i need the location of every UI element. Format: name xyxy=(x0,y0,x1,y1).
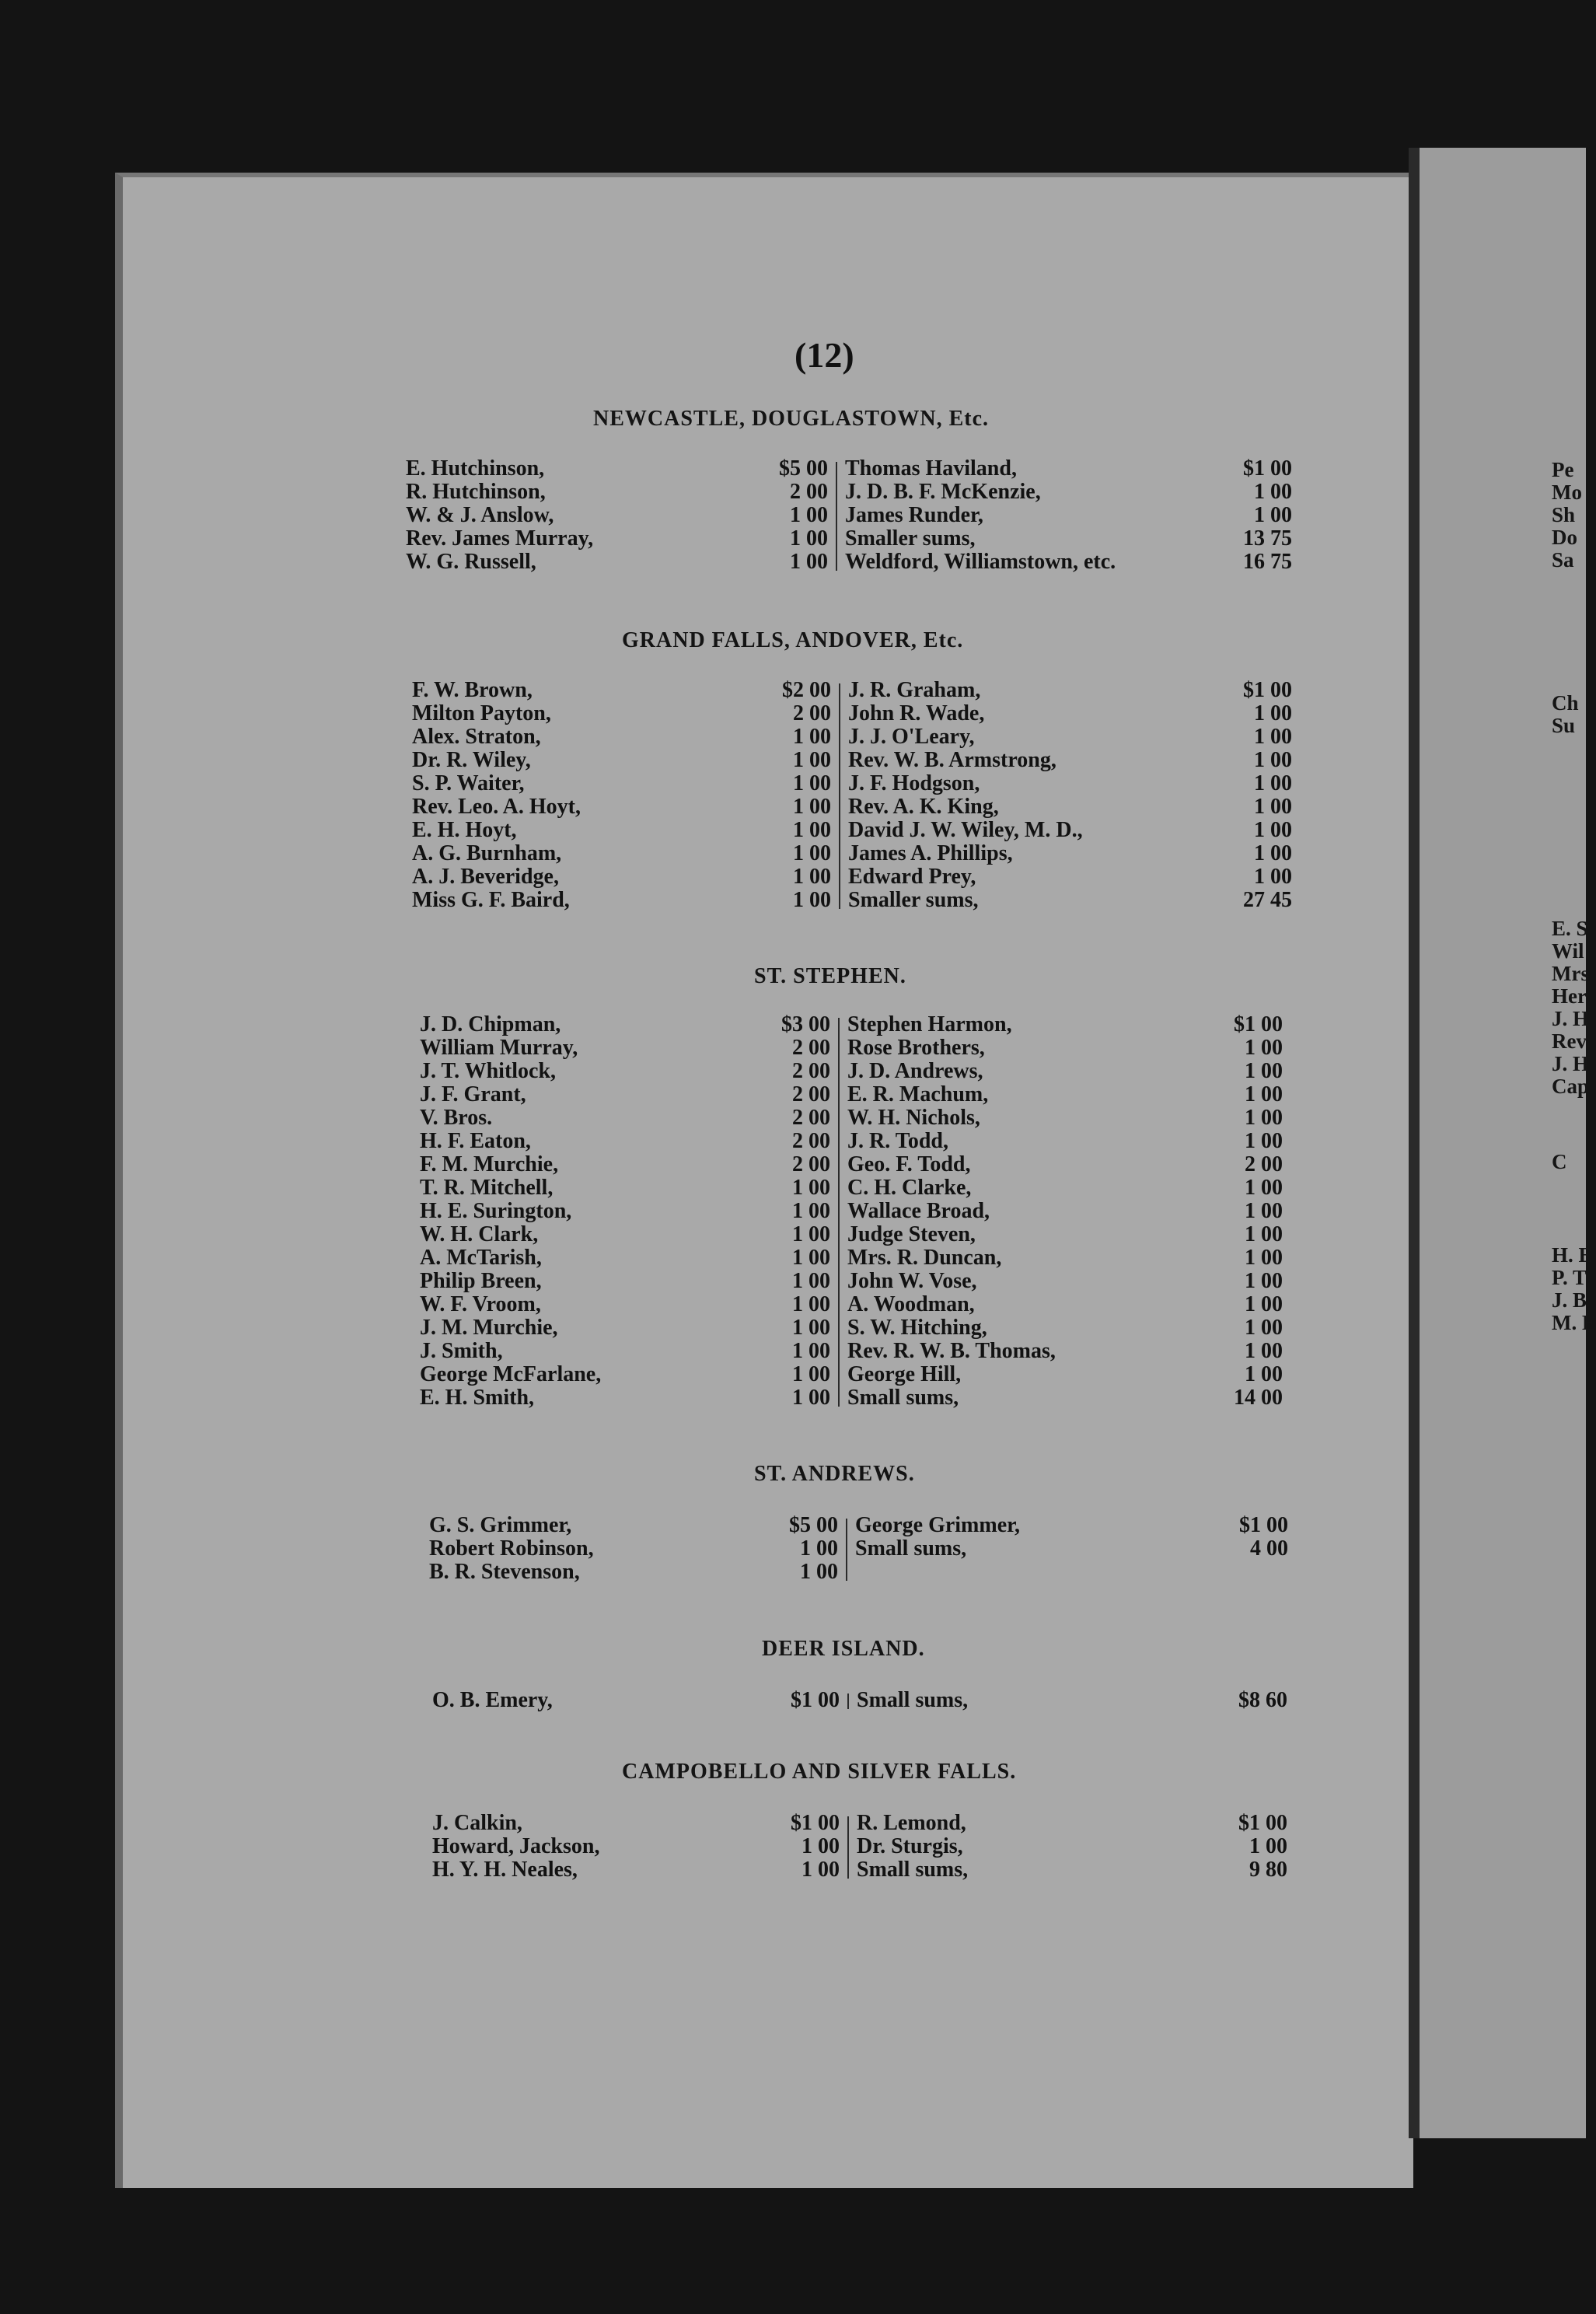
donor-name-left: E. Hutchinson, xyxy=(406,456,545,481)
amount-left: $5 00 xyxy=(779,456,828,481)
donor-name-left: F. M. Murchie, xyxy=(420,1152,559,1176)
right-page-fragment: Rev xyxy=(1552,1029,1587,1053)
ledger-row xyxy=(412,842,1292,865)
ledger-row xyxy=(420,1153,1283,1176)
amount-left: $5 00 xyxy=(789,1513,838,1537)
donor-name-right: Rev. R. W. B. Thomas, xyxy=(847,1339,1056,1363)
section-heading-st-andrews: ST. ANDREWS. xyxy=(754,1462,915,1486)
amount-right: 1 00 xyxy=(1245,1269,1283,1293)
donor-name-left: T. R. Mitchell, xyxy=(420,1176,554,1200)
amount-right: $1 00 xyxy=(1238,1811,1287,1835)
donor-name-right: George Grimmer, xyxy=(855,1513,1020,1537)
donor-name-left: Rev. Leo. A. Hoyt, xyxy=(412,795,581,819)
amount-left: 1 00 xyxy=(793,771,831,795)
right-page-fragment: Ch xyxy=(1552,691,1579,715)
amount-left: 1 00 xyxy=(793,818,831,842)
donor-name-right: R. Lemond, xyxy=(857,1811,966,1835)
amount-left: 1 00 xyxy=(800,1560,838,1584)
column-divider xyxy=(847,1694,849,1709)
ledger-row xyxy=(412,772,1292,795)
donor-name-left: R. Hutchinson, xyxy=(406,480,546,504)
amount-left: 1 00 xyxy=(801,1834,840,1858)
ledger-row xyxy=(420,1223,1283,1246)
right-page-fragment: H. E xyxy=(1552,1243,1593,1267)
ledger-row xyxy=(420,1130,1283,1153)
amount-right: 9 80 xyxy=(1249,1858,1287,1882)
donor-name-left: W. & J. Anslow, xyxy=(406,503,554,527)
amount-left: 1 00 xyxy=(792,1269,830,1293)
donor-name-left: Robert Robinson, xyxy=(429,1536,594,1561)
amount-left: 1 00 xyxy=(790,550,828,574)
right-page-fragment: Sh xyxy=(1552,503,1576,526)
donor-name-right: Judge Steven, xyxy=(847,1222,976,1246)
amount-right: 1 00 xyxy=(1245,1339,1283,1363)
donor-name-left: Howard, Jackson, xyxy=(432,1834,600,1858)
amount-right: 1 00 xyxy=(1254,841,1292,865)
donor-name-left: W. H. Clark, xyxy=(420,1222,539,1246)
right-page-edge xyxy=(1409,148,1596,2138)
amount-right: 1 00 xyxy=(1245,1222,1283,1246)
donor-name-left: Rev. James Murray, xyxy=(406,526,594,551)
amount-left: 1 00 xyxy=(792,1292,830,1316)
right-page-fragment: Cap xyxy=(1552,1075,1590,1098)
donor-name-right: Smaller sums, xyxy=(848,888,979,912)
ledger-row xyxy=(412,865,1292,889)
donor-name-left: J. F. Grant, xyxy=(420,1082,526,1106)
section-rows-deer-island xyxy=(432,1689,1287,1712)
amount-left: 1 00 xyxy=(793,725,831,749)
section-heading-grand-falls: GRAND FALLS, ANDOVER, Etc. xyxy=(622,628,964,652)
amount-left: 2 00 xyxy=(792,1036,830,1060)
amount-left: 1 00 xyxy=(792,1386,830,1410)
donor-name-right: Rev. A. K. King, xyxy=(848,795,999,819)
right-page-fragment: Wil xyxy=(1552,939,1584,963)
donor-name-right: James A. Phillips, xyxy=(848,841,1013,865)
right-page-fragment: Do xyxy=(1552,526,1577,549)
ledger-row xyxy=(412,679,1292,702)
amount-left: 2 00 xyxy=(790,480,828,504)
right-page-fragment: Sa xyxy=(1552,548,1574,572)
amount-left: 2 00 xyxy=(793,701,831,725)
section-heading-deer-island: DEER ISLAND. xyxy=(762,1637,925,1661)
amount-right: 1 00 xyxy=(1245,1246,1283,1270)
donor-name-left: A. McTarish, xyxy=(420,1246,542,1270)
donor-name-right: George Hill, xyxy=(847,1362,962,1386)
donor-name-left: J. T. Whitlock, xyxy=(420,1059,557,1083)
amount-right: $1 00 xyxy=(1234,1012,1283,1036)
donor-name-left: E. H. Hoyt, xyxy=(412,818,517,842)
ledger-row xyxy=(420,1036,1283,1060)
amount-right: 1 00 xyxy=(1245,1106,1283,1130)
amount-right: 1 00 xyxy=(1245,1059,1283,1083)
right-page-fragment: J. H xyxy=(1552,1007,1590,1030)
right-page-fragment: Pe xyxy=(1552,458,1574,481)
right-page-fragment: E. S xyxy=(1552,917,1588,940)
right-page-fragment: Mrs xyxy=(1552,962,1589,985)
amount-left: $1 00 xyxy=(791,1688,840,1712)
column-divider xyxy=(839,683,840,909)
ledger-row xyxy=(420,1246,1283,1270)
ledger-row xyxy=(432,1858,1287,1882)
amount-right: 1 00 xyxy=(1254,480,1292,504)
donor-name-right: W. H. Nichols, xyxy=(847,1106,980,1130)
ledger-row xyxy=(420,1293,1283,1316)
amount-right: 1 00 xyxy=(1254,771,1292,795)
amount-right: 1 00 xyxy=(1245,1176,1283,1200)
amount-left: 1 00 xyxy=(800,1536,838,1561)
page-number: (12) xyxy=(795,335,854,375)
section-rows-grand-falls xyxy=(412,679,1292,912)
donor-name-right: Stephen Harmon, xyxy=(847,1012,1012,1036)
donor-name-left: J. Calkin, xyxy=(432,1811,522,1835)
donor-name-left: Dr. R. Wiley, xyxy=(412,748,531,772)
section-heading-st-stephen: ST. STEPHEN. xyxy=(754,964,906,988)
donor-name-right: Rose Brothers, xyxy=(847,1036,985,1060)
donor-name-right: John W. Vose, xyxy=(847,1269,977,1293)
amount-left: 1 00 xyxy=(790,503,828,527)
amount-right: 1 00 xyxy=(1254,503,1292,527)
donor-name-right: David J. W. Wiley, M. D., xyxy=(848,818,1083,842)
amount-right: 1 00 xyxy=(1245,1362,1283,1386)
ledger-row xyxy=(432,1812,1287,1835)
donor-name-left: A. G. Burnham, xyxy=(412,841,562,865)
right-page-fragment: M. E xyxy=(1552,1311,1596,1334)
donor-name-right: Small sums, xyxy=(857,1688,969,1712)
ledger-row xyxy=(420,1200,1283,1223)
donor-name-left: G. S. Grimmer, xyxy=(429,1513,572,1537)
amount-right: 27 45 xyxy=(1243,888,1292,912)
amount-right: 4 00 xyxy=(1250,1536,1288,1561)
donor-name-right: Rev. W. B. Armstrong, xyxy=(848,748,1056,772)
amount-left: 1 00 xyxy=(792,1176,830,1200)
section-rows-campobello xyxy=(432,1812,1287,1882)
amount-left: 1 00 xyxy=(792,1316,830,1340)
amount-left: 2 00 xyxy=(792,1106,830,1130)
donor-name-left: A. J. Beveridge, xyxy=(412,865,559,889)
ledger-row xyxy=(420,1340,1283,1363)
donor-name-right: A. Woodman, xyxy=(847,1292,975,1316)
donor-name-left: William Murray, xyxy=(420,1036,578,1060)
ledger-row xyxy=(412,702,1292,725)
amount-left: 1 00 xyxy=(792,1246,830,1270)
amount-right: 1 00 xyxy=(1254,725,1292,749)
ledger-row xyxy=(429,1561,1288,1584)
donor-name-left: J. Smith, xyxy=(420,1339,503,1363)
donor-name-right: J. F. Hodgson, xyxy=(848,771,980,795)
donor-name-left: W. F. Vroom, xyxy=(420,1292,541,1316)
ledger-row xyxy=(420,1270,1283,1293)
ledger-row xyxy=(420,1106,1283,1130)
amount-right: 1 00 xyxy=(1254,795,1292,819)
amount-left: 1 00 xyxy=(793,841,831,865)
donor-name-right: J. J. O'Leary, xyxy=(848,725,975,749)
right-page-fragment: J. B xyxy=(1552,1288,1587,1312)
column-divider xyxy=(836,462,837,571)
section-heading-campobello: CAMPOBELLO AND SILVER FALLS. xyxy=(622,1760,1017,1784)
ledger-row xyxy=(406,527,1292,551)
ledger-row xyxy=(420,1386,1283,1410)
ledger-row xyxy=(412,725,1292,749)
donor-name-left: E. H. Smith, xyxy=(420,1386,535,1410)
amount-right: $8 60 xyxy=(1238,1688,1287,1712)
donor-name-left: George McFarlane, xyxy=(420,1362,602,1386)
amount-right: 1 00 xyxy=(1245,1082,1283,1106)
donor-name-right: Small sums, xyxy=(855,1536,967,1561)
right-page-fragment: Mo xyxy=(1552,481,1582,504)
amount-right: 14 00 xyxy=(1234,1386,1283,1410)
ledger-row xyxy=(412,889,1292,912)
ledger-row xyxy=(406,457,1292,481)
donor-name-left: Milton Payton, xyxy=(412,701,551,725)
donor-name-left: Alex. Straton, xyxy=(412,725,541,749)
amount-right: 1 00 xyxy=(1254,748,1292,772)
amount-right: 1 00 xyxy=(1249,1834,1287,1858)
ledger-row xyxy=(406,504,1292,527)
donor-name-right: Mrs. R. Duncan, xyxy=(847,1246,1002,1270)
amount-left: 1 00 xyxy=(793,865,831,889)
amount-left: 1 00 xyxy=(801,1858,840,1882)
amount-right: $1 00 xyxy=(1239,1513,1288,1537)
donor-name-left: Miss G. F. Baird, xyxy=(412,888,570,912)
column-divider xyxy=(846,1519,847,1581)
amount-right: 1 00 xyxy=(1245,1316,1283,1340)
ledger-row xyxy=(420,1013,1283,1036)
donor-name-left: B. R. Stevenson, xyxy=(429,1560,580,1584)
donor-name-right: J. R. Todd, xyxy=(847,1129,948,1153)
ledger-row xyxy=(412,819,1292,842)
donor-name-right: Thomas Haviland, xyxy=(845,456,1017,481)
donor-name-right: Weldford, Williamstown, etc. xyxy=(845,550,1116,574)
amount-left: 2 00 xyxy=(792,1152,830,1176)
amount-right: 1 00 xyxy=(1254,701,1292,725)
amount-right: $1 00 xyxy=(1243,678,1292,702)
donor-name-left: Philip Breen, xyxy=(420,1269,542,1293)
column-divider xyxy=(838,1018,840,1407)
ledger-row xyxy=(429,1514,1288,1537)
amount-left: 1 00 xyxy=(790,526,828,551)
right-page-fragment: Her xyxy=(1552,984,1587,1008)
donor-name-left: V. Bros. xyxy=(420,1106,493,1130)
right-page-fragment: Su xyxy=(1552,714,1576,737)
section-rows-st-andrews xyxy=(429,1514,1288,1584)
amount-right: 2 00 xyxy=(1245,1152,1283,1176)
donor-name-left: H. E. Surington, xyxy=(420,1199,572,1223)
amount-left: 2 00 xyxy=(792,1082,830,1106)
amount-left: 1 00 xyxy=(793,795,831,819)
ledger-row xyxy=(420,1176,1283,1200)
amount-right: 1 00 xyxy=(1254,865,1292,889)
column-divider xyxy=(847,1816,849,1879)
section-rows-st-stephen xyxy=(420,1013,1283,1410)
donor-name-left: J. M. Murchie, xyxy=(420,1316,558,1340)
amount-right: 1 00 xyxy=(1245,1129,1283,1153)
ledger-row xyxy=(432,1689,1287,1712)
donor-name-right: Small sums, xyxy=(847,1386,959,1410)
donor-name-left: S. P. Waiter, xyxy=(412,771,525,795)
donor-name-left: H. F. Eaton, xyxy=(420,1129,531,1153)
right-page-fragment: J. H xyxy=(1552,1052,1590,1075)
amount-left: 2 00 xyxy=(792,1129,830,1153)
donor-name-left: F. W. Brown, xyxy=(412,678,533,702)
amount-left: 1 00 xyxy=(792,1362,830,1386)
donor-name-right: James Runder, xyxy=(845,503,983,527)
donor-name-right: C. H. Clarke, xyxy=(847,1176,972,1200)
donor-name-right: Small sums, xyxy=(857,1858,969,1882)
donor-name-right: E. R. Machum, xyxy=(847,1082,989,1106)
amount-right: 16 75 xyxy=(1243,550,1292,574)
amount-left: 1 00 xyxy=(793,888,831,912)
amount-right: 1 00 xyxy=(1245,1199,1283,1223)
right-page-fragment: C xyxy=(1552,1150,1567,1173)
donor-name-right: J. R. Graham, xyxy=(848,678,981,702)
donor-name-right: Wallace Broad, xyxy=(847,1199,990,1223)
donor-name-right: Dr. Sturgis, xyxy=(857,1834,963,1858)
donor-name-right: S. W. Hitching, xyxy=(847,1316,987,1340)
donor-name-right: Geo. F. Todd, xyxy=(847,1152,971,1176)
amount-right: 1 00 xyxy=(1245,1292,1283,1316)
donor-name-right: John R. Wade, xyxy=(848,701,985,725)
ledger-row xyxy=(420,1083,1283,1106)
amount-left: 1 00 xyxy=(792,1339,830,1363)
ledger-row xyxy=(412,749,1292,772)
amount-left: 2 00 xyxy=(792,1059,830,1083)
ledger-row xyxy=(420,1363,1283,1386)
amount-left: 1 00 xyxy=(792,1199,830,1223)
ledger-row xyxy=(406,481,1292,504)
amount-left: 1 00 xyxy=(793,748,831,772)
donor-name-left: W. G. Russell, xyxy=(406,550,536,574)
donor-name-right: J. D. B. F. McKenzie, xyxy=(845,480,1041,504)
ledger-row xyxy=(429,1537,1288,1561)
donor-name-left: H. Y. H. Neales, xyxy=(432,1858,578,1882)
ledger-row xyxy=(420,1316,1283,1340)
donor-name-right: Smaller sums, xyxy=(845,526,976,551)
amount-left: $1 00 xyxy=(791,1811,840,1835)
ledger-row xyxy=(412,795,1292,819)
ledger-row xyxy=(406,551,1292,574)
donor-name-right: Edward Prey, xyxy=(848,865,976,889)
ledger-row xyxy=(420,1060,1283,1083)
amount-right: 13 75 xyxy=(1243,526,1292,551)
amount-right: 1 00 xyxy=(1245,1036,1283,1060)
donor-name-right: J. D. Andrews, xyxy=(847,1059,983,1083)
amount-left: $2 00 xyxy=(782,678,831,702)
amount-left: $3 00 xyxy=(781,1012,830,1036)
right-page-fragment: P. T xyxy=(1552,1266,1587,1289)
section-rows-newcastle xyxy=(406,457,1292,574)
ledger-row xyxy=(432,1835,1287,1858)
amount-left: 1 00 xyxy=(792,1222,830,1246)
donor-name-left: O. B. Emery, xyxy=(432,1688,553,1712)
amount-right: $1 00 xyxy=(1243,456,1292,481)
amount-right: 1 00 xyxy=(1254,818,1292,842)
section-heading-newcastle: NEWCASTLE, DOUGLASTOWN, Etc. xyxy=(593,407,990,431)
donor-name-left: J. D. Chipman, xyxy=(420,1012,561,1036)
